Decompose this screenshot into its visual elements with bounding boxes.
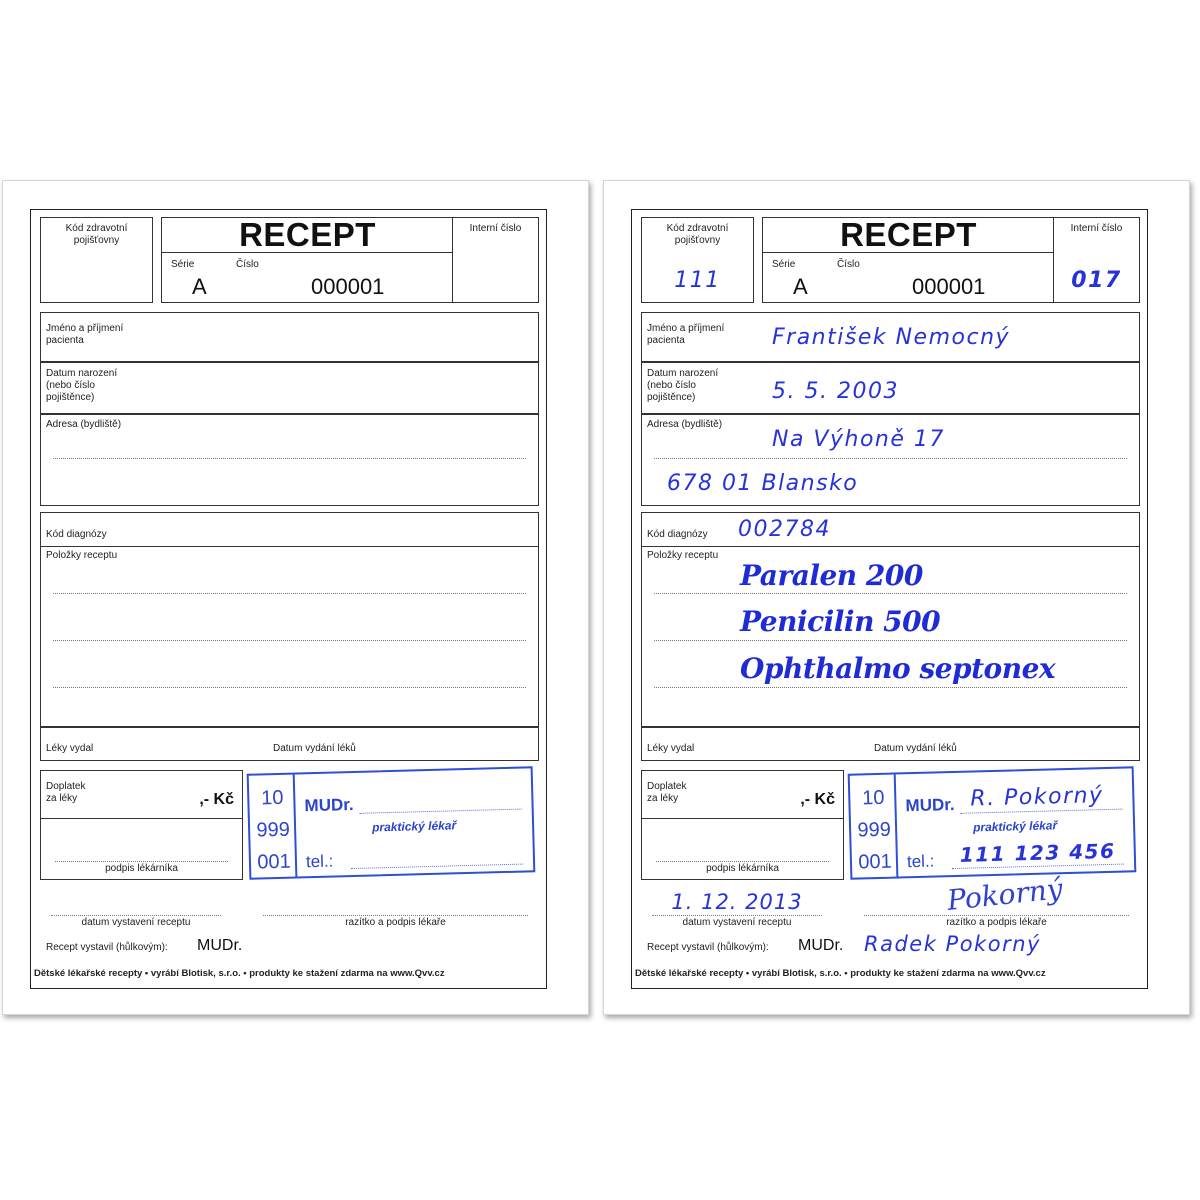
copay-label-2: za léky (647, 793, 679, 804)
diagnosis-box (641, 512, 1140, 548)
internal-number-value: 017 (1071, 268, 1122, 293)
diagnosis-label: Kód diagnózy (647, 529, 708, 540)
birth-date-value: 5. 5. 2003 (772, 379, 899, 404)
item-2-value: Penicilin 500 (740, 605, 941, 638)
diagnosis-box (40, 512, 539, 548)
copay-currency: ,- Kč (199, 791, 234, 808)
serie-value: A (793, 274, 808, 299)
internal-number-label: Interní číslo (469, 223, 522, 234)
doctor-stamp (247, 766, 536, 879)
birth-date-label-3: pojištěnce) (46, 392, 95, 403)
stamp-role: praktický lékař (371, 818, 457, 835)
stamp-tel-line (351, 864, 523, 870)
birth-date-label-2: (nebo číslo (647, 380, 696, 391)
stamp-number-2: 999 (256, 818, 291, 842)
recept-title-box (762, 217, 1055, 303)
birth-date-label-3: pojištěnce) (647, 392, 696, 403)
address-label: Adresa (bydliště) (647, 419, 723, 430)
copay-box (641, 770, 844, 820)
doctor-stamp (848, 766, 1137, 879)
serie-label: Série (772, 259, 796, 270)
item-1-value: Paralen 200 (740, 559, 923, 592)
doctor-sign-line (864, 915, 1129, 916)
copay-currency: ,- Kč (800, 791, 835, 808)
insurance-code-box (40, 217, 153, 303)
dispense-box (40, 727, 539, 761)
copay-label-1: Doplatek (46, 781, 86, 792)
stamp-mudr: MUDr. (905, 794, 955, 816)
recept-title-box (161, 217, 454, 303)
items-box (641, 546, 1140, 727)
issued-by-name: Radek Pokorný (864, 932, 1041, 956)
birth-date-label-1: Datum narození (46, 368, 118, 379)
recept-title: RECEPT (763, 218, 1054, 253)
recept-title: RECEPT (162, 218, 453, 253)
stamp-name-line (360, 809, 522, 814)
items-line-1 (53, 593, 526, 594)
address-line-1 (53, 458, 526, 459)
stamp-tel: tel.: (305, 851, 334, 872)
pharmacist-sign-line (55, 861, 228, 862)
pharmacist-sign-label: podpis lékárníka (105, 863, 178, 874)
stamp-name-value: R. Pokorný (970, 783, 1104, 812)
patient-name-value: František Nemocný (772, 325, 1011, 350)
form-frame (631, 209, 1148, 989)
cislo-label: Číslo (236, 259, 259, 270)
internal-number-box (1053, 217, 1140, 303)
address-box (641, 414, 1140, 506)
address-line-2-value: 678 01 Blansko (667, 471, 859, 496)
stamp-tel-value: 111 123 456 (959, 838, 1116, 867)
patient-name-label-2: pacienta (46, 335, 84, 346)
prescription-filled (603, 180, 1190, 1015)
issued-by-label: Recept vystavil (hůlkovým): (647, 942, 769, 953)
copay-label-1: Doplatek (647, 781, 687, 792)
birth-date-box (40, 362, 539, 414)
stamp-number-3: 001 (257, 850, 291, 874)
insurance-code-label-1: Kód zdravotní (65, 223, 128, 234)
issue-date-label: datum vystavení receptu (81, 917, 191, 928)
address-label: Adresa (bydliště) (46, 419, 122, 430)
birth-date-label-1: Datum narození (647, 368, 719, 379)
items-line-1 (654, 593, 1127, 594)
internal-number-box (452, 217, 539, 303)
doctor-sign-line (263, 915, 528, 916)
issued-by-prefix: MUDr. (798, 937, 844, 954)
issue-date-line (652, 915, 822, 916)
insurance-code-box (641, 217, 754, 303)
patient-name-box (641, 312, 1140, 362)
stamp-mudr: MUDr. (304, 794, 354, 816)
doctor-signature: Pokorný (945, 872, 1065, 917)
footer-text: Dětské lékařské recepty • vyrábí Blotisk, s.r.o. • produkty ke stažení zdarma na www.Qvv.cz (635, 968, 1046, 979)
diagnosis-value: 002784 (738, 517, 831, 542)
dispensed-date-label: Datum vydání léků (273, 743, 356, 754)
issue-date-value: 1. 12. 2013 (671, 890, 803, 914)
address-box (40, 414, 539, 506)
cislo-value: 000001 (912, 274, 986, 299)
insurance-code-label-1: Kód zdravotní (666, 223, 729, 234)
items-line-3 (654, 687, 1127, 688)
dispensed-label: Léky vydal (46, 743, 94, 754)
pharmacist-sign-line (656, 861, 829, 862)
cislo-value: 000001 (311, 274, 385, 299)
pharmacist-sign-label: podpis lékárníka (706, 863, 779, 874)
insurance-code-label-2: pojišťovny (674, 235, 721, 246)
birth-date-box (641, 362, 1140, 414)
issued-by-label: Recept vystavil (hůlkovým): (46, 942, 168, 953)
stamp-tel: tel.: (906, 851, 935, 872)
patient-name-box (40, 312, 539, 362)
internal-number-label: Interní číslo (1070, 223, 1123, 234)
serie-value: A (192, 274, 207, 299)
pharmacist-box (40, 818, 243, 880)
patient-name-label-1: Jméno a příjmení (46, 323, 124, 334)
cislo-label: Číslo (837, 259, 860, 270)
copay-label-2: za léky (46, 793, 78, 804)
dispensed-label: Léky vydal (647, 743, 695, 754)
dispense-box (641, 727, 1140, 761)
stamp-number-1: 10 (260, 786, 284, 810)
items-box (40, 546, 539, 727)
issue-date-line (51, 915, 221, 916)
footer-text: Dětské lékařské recepty • vyrábí Blotisk, s.r.o. • produkty ke stažení zdarma na www.Qvv.cz (34, 968, 445, 979)
address-line-1-value: Na Výhoně 17 (772, 427, 945, 452)
items-label: Položky receptu (647, 550, 719, 561)
items-line-3 (53, 687, 526, 688)
form-frame (30, 209, 547, 989)
pharmacist-box (641, 818, 844, 880)
patient-name-label-1: Jméno a příjmení (647, 323, 725, 334)
issue-date-label: datum vystavení receptu (682, 917, 792, 928)
stamp-role: praktický lékař (972, 818, 1058, 835)
items-label: Položky receptu (46, 550, 118, 561)
item-3-value: Ophthalmo septonex (740, 652, 1056, 685)
stamp-number-3: 001 (858, 850, 892, 874)
stamp-number-2: 999 (857, 818, 892, 842)
insurance-code-value: 111 (674, 268, 721, 293)
birth-date-label-2: (nebo číslo (46, 380, 95, 391)
doctor-sign-label: razítko a podpis lékaře (345, 917, 446, 928)
prescription-blank (2, 180, 589, 1015)
address-line-1 (654, 458, 1127, 459)
copay-box (40, 770, 243, 820)
serie-label: Série (171, 259, 195, 270)
issued-by-prefix: MUDr. (197, 937, 243, 954)
stamp-number-1: 10 (861, 786, 885, 810)
items-line-2 (654, 640, 1127, 641)
patient-name-label-2: pacienta (647, 335, 685, 346)
items-line-2 (53, 640, 526, 641)
insurance-code-label-2: pojišťovny (73, 235, 120, 246)
diagnosis-label: Kód diagnózy (46, 529, 107, 540)
dispensed-date-label: Datum vydání léků (874, 743, 957, 754)
doctor-sign-label: razítko a podpis lékaře (946, 917, 1047, 928)
